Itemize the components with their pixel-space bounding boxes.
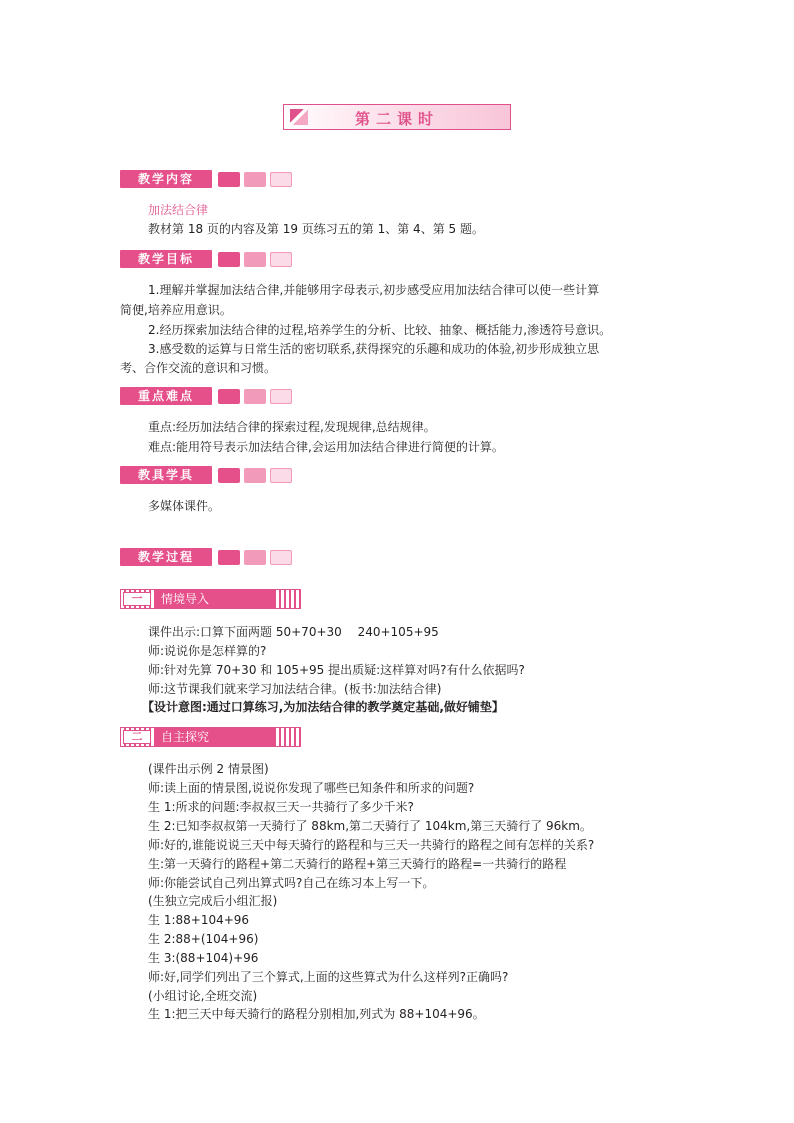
goal-line: 2.经历探索加法结合律的过程,培养学生的分析、比较、抽象、概括能力,渗透符号意识。	[148, 323, 612, 337]
explore-line: 生 1:把三天中每天骑行的路程分别相加,列式为 88+104+96。	[148, 1007, 485, 1021]
decor-square	[218, 252, 240, 267]
subsection-name: 情境导入	[155, 590, 275, 608]
section-label: 教具学具	[120, 466, 212, 484]
design-intent-note: 【设计意图:通过口算练习,为加法结合律的教学奠定基础,做好铺垫】	[142, 700, 504, 714]
decor-square	[244, 172, 266, 187]
explore-line: (小组讨论,全班交流)	[148, 989, 258, 1003]
subsection-number: 二	[123, 730, 151, 744]
goal-line: 简便,培养应用意识。	[120, 303, 232, 317]
explore-line: 生 2:已知李叔叔第一天骑行了 88km,第二天骑行了 104km,第三天骑行了 96km。	[148, 819, 592, 833]
decor-square	[270, 389, 292, 404]
explore-line: 生:第一天骑行的路程+第二天骑行的路程+第三天骑行的路程=一共骑行的路程	[148, 857, 567, 871]
goal-line: 3.感受数的运算与日常生活的密切联系,获得探究的乐趣和成功的体验,初步形成独立思	[148, 342, 600, 356]
explore-line: 生 3:(88+104)+96	[148, 951, 259, 965]
section-label: 教学目标	[120, 250, 212, 268]
explore-line: 师:好,同学们列出了三个算式,上面的这些算式为什么这样列?正确吗?	[148, 970, 509, 984]
section-label: 教学内容	[120, 170, 212, 188]
key-point-line: 重点:经历加法结合律的探索过程,发现规律,总结规律。	[148, 420, 436, 434]
explore-line: 师:你能尝试自己列出算式吗?自己在练习本上写一下。	[148, 876, 435, 890]
decor-square	[270, 172, 292, 187]
lesson-title: 第二课时	[354, 110, 439, 128]
goal-line: 1.理解并掌握加法结合律,并能够用字母表示,初步感受应用加法结合律可以使一些计算	[148, 283, 600, 297]
decor-square	[218, 468, 240, 483]
decor-square	[270, 252, 292, 267]
intro-line: 师:这节课我们就来学习加法结合律。(板书:加法结合律)	[148, 682, 442, 696]
explore-line: 师:好的,谁能说说三天中每天骑行的路程和与三天一共骑行的路程之间有怎样的关系?	[148, 838, 595, 852]
subsection-bar-explore	[120, 727, 301, 747]
intro-line: 课件出示:口算下面两题 50+70+30 240+105+95	[148, 625, 439, 639]
lesson-title-banner	[283, 104, 511, 130]
goal-line: 考、合作交流的意识和习惯。	[120, 361, 277, 375]
subsection-name: 自主探究	[155, 728, 275, 746]
intro-line: 师:说说你是怎样算的?	[148, 644, 267, 658]
decor-square	[244, 389, 266, 404]
explore-line: 生 1:88+104+96	[148, 913, 250, 927]
subsection-bar-intro	[120, 589, 301, 609]
decor-square	[244, 550, 266, 565]
decor-square	[270, 468, 292, 483]
key-point-line: 难点:能用符号表示加法结合律,会运用加法结合律进行简便的计算。	[148, 440, 504, 454]
section-label: 重点难点	[120, 387, 212, 405]
content-pages: 教材第 18 页的内容及第 19 页练习五的第 1、第 4、第 5 题。	[148, 222, 484, 236]
decor-square	[218, 172, 240, 187]
decor-square	[218, 389, 240, 404]
explore-line: 生 2:88+(104+96)	[148, 932, 259, 946]
decor-square	[270, 550, 292, 565]
subsection-number: 一	[123, 592, 151, 606]
decor-square	[218, 550, 240, 565]
explore-line: (生独立完成后小组汇报)	[148, 894, 278, 908]
decor-square	[244, 252, 266, 267]
decor-square	[244, 468, 266, 483]
intro-line: 师:针对先算 70+30 和 105+95 提出质疑:这样算对吗?有什么依据吗?	[148, 663, 525, 677]
explore-line: 生 1:所求的问题:李叔叔三天一共骑行了多少千米?	[148, 800, 414, 814]
explore-line: (课件出示例 2 情景图)	[148, 762, 269, 776]
content-topic: 加法结合律	[148, 203, 209, 217]
explore-line: 师:读上面的情景图,说说你发现了哪些已知条件和所求的问题?	[148, 781, 475, 795]
section-label: 教学过程	[120, 548, 212, 566]
tools-text: 多媒体课件。	[148, 499, 221, 513]
